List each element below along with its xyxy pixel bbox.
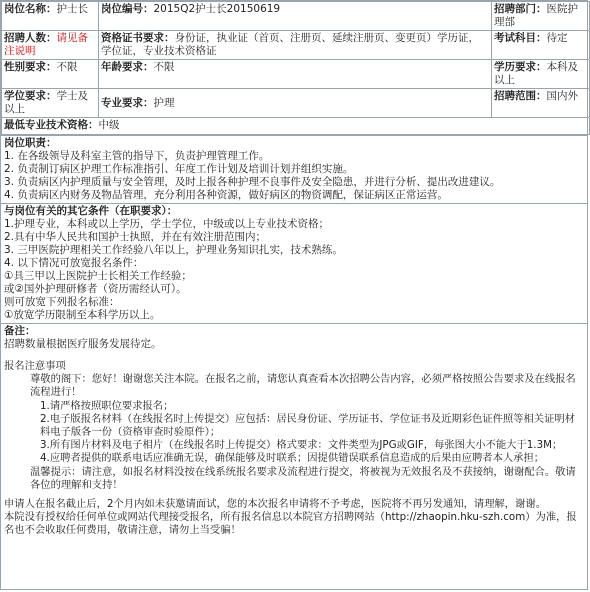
condition-item: 4. 以下情况可放宽报名条件： — [4, 257, 144, 269]
hire-count-label: 招聘人数： — [4, 32, 57, 44]
degree-value: 学士及以上 — [4, 90, 88, 115]
age-label: 年龄要求： — [101, 61, 154, 73]
position-name-value: 护士长 — [56, 3, 88, 15]
notice-item: 2.电子版报名材料（在线报名时上传提交）应包括：居民身份证、学历证书、学位证书及近期彩色证件照等相关证明材料电子版各一份（资格审查时验原件）； — [40, 412, 575, 439]
hire-count-cell — [2, 31, 99, 60]
job-info-table — [1, 1, 590, 135]
notice-item: 1.请严格按照职位要求报名； — [40, 399, 174, 412]
duty-item: 1. 在各级领导及科室主管的指导下，负责护理管理工作。 — [4, 150, 270, 162]
notice-greeting: 尊敬的阁下：您好！谢谢您关注本院。在报名之前，请您认真查看本次招聘公告内容，必须严格按照公告要求及在线报名流程进行！ — [30, 373, 576, 399]
gender-cell — [2, 60, 99, 89]
row-position — [2, 2, 590, 31]
age-value: 不限 — [153, 61, 175, 73]
condition-item: ①具三甲以上医院护士长相关工作经验； — [4, 270, 192, 282]
notice-heading: 报名注意事项 — [4, 360, 66, 372]
scope-cell — [492, 89, 590, 118]
notice-item: 4.应聘者提供的联系电话应准确无误，确保能够及时联系；因提供错误联系信息造成的后果由应聘者本人承担； — [40, 452, 545, 465]
education-label: 学历要求： — [494, 61, 547, 73]
notice-paragraph: 申请人在报名截止后，2个月内如未获邀请面试，您的本次报名申请将不予考虑，医院将不再另发通知，请理解，谢谢。 — [4, 498, 546, 511]
row-gender — [2, 60, 590, 89]
degree-cell — [2, 89, 99, 118]
position-code-label: 岗位编号： — [101, 3, 154, 15]
position-code-value: 2015Q2护士长20150619 — [153, 3, 281, 15]
condition-item: 3. 三甲医院护理相关工作经验八年以上，护理业务知识扎实，技术熟练。 — [4, 244, 343, 256]
exam-value: 待定 — [546, 32, 568, 44]
gender-value: 不限 — [56, 61, 78, 73]
duty-item: 3. 负责病区内护理质量与安全管理，及时上报各种护理不良事件及安全隐患，并进行分析、提出改进建议。 — [4, 176, 501, 188]
remarks-text: 招聘数量根据医疗服务发展待定。 — [4, 338, 162, 350]
row-count — [2, 31, 590, 60]
degree-label: 学位要求： — [4, 90, 57, 102]
certificate-label: 资格证书要求： — [101, 32, 175, 44]
position-name-cell — [2, 2, 99, 31]
certificate-value: 身份证，执业证（首页、注册页、延续注册页、变更页）学历证，学位证，专业技术资格证 — [101, 32, 479, 57]
department-cell — [492, 2, 590, 31]
qualification-value: 中级 — [98, 119, 120, 131]
position-code-cell — [99, 2, 492, 31]
duties-title: 岗位职责： — [4, 137, 57, 149]
major-value: 护理 — [153, 96, 175, 109]
condition-item: ①放宽学历限制至本科学历以上。 — [4, 309, 161, 321]
department-value: 医院护理部 — [494, 3, 578, 28]
notice-item: 3.所有图片材料及电子相片（在线报名时上传提交）格式要求：文件类型为JPG或GIF，每张图大小不能大于1.3M； — [40, 439, 563, 452]
remarks-title: 备注： — [4, 325, 36, 337]
conditions-title: 与岗位有关的其它条件（在职要求）： — [4, 205, 178, 217]
notice-paragraph: 本院没有授权给任何单位或网站代理接受报名，所有报名信息以本院官方招聘网站（http://zhaopin.hku-szh.com）为准，报名也不会收取任何费用，敬请注意，请勿上当受骗！ — [4, 511, 577, 537]
duty-item: 4. 负责病区内财务及物品管理，充分利用各种资源，做好病区的物资调配，保证病区正常运营。 — [4, 189, 448, 201]
duty-item: 2. 负责制订病区护理工作标准指引、年度工作计划及培训计划并组织实施。 — [4, 163, 354, 175]
exam-label: 考试科目： — [494, 32, 547, 44]
row-degree — [2, 89, 590, 118]
hire-count-value: 请见备注说明 — [4, 32, 88, 57]
condition-item: 或②国外护理研修者（资历需经认可）。 — [4, 283, 187, 295]
position-name-label: 岗位名称： — [4, 3, 57, 15]
education-value: 本科及以上 — [494, 61, 578, 86]
qualification-label: 最低专业技术资格： — [4, 119, 99, 131]
remarks-section — [1, 323, 587, 352]
major-label: 专业要求： — [101, 96, 154, 109]
gender-label: 性别要求： — [4, 61, 57, 73]
qualification-cell — [2, 118, 590, 135]
condition-item: 则可放宽下列报名标准： — [4, 296, 120, 308]
notice-tip: 温馨提示：请注意，如报名材料没按在线系统报名要求及流程进行提交，将被视为无效报名及不获接纳，谢谢配合。敬请各位的理解和支持！ — [30, 465, 576, 491]
exam-cell — [492, 31, 590, 60]
age-cell — [99, 60, 492, 89]
certificate-cell — [99, 31, 492, 60]
row-qualification — [2, 118, 590, 135]
duties-section — [1, 135, 587, 203]
notice-section — [1, 352, 587, 540]
scope-value: 国内外 — [546, 90, 578, 102]
scope-label: 招聘范围： — [494, 90, 547, 102]
department-label: 招聘部门： — [494, 3, 547, 15]
education-cell — [492, 60, 590, 89]
condition-item: 2.具有中华人民共和国护士执照，并在有效注册范围内； — [4, 231, 267, 243]
conditions-section — [1, 203, 587, 323]
major-cell — [99, 89, 492, 118]
condition-item: 1.护理专业，本科或以上学历，学士学位，中级或以上专业技术资格； — [4, 218, 330, 230]
